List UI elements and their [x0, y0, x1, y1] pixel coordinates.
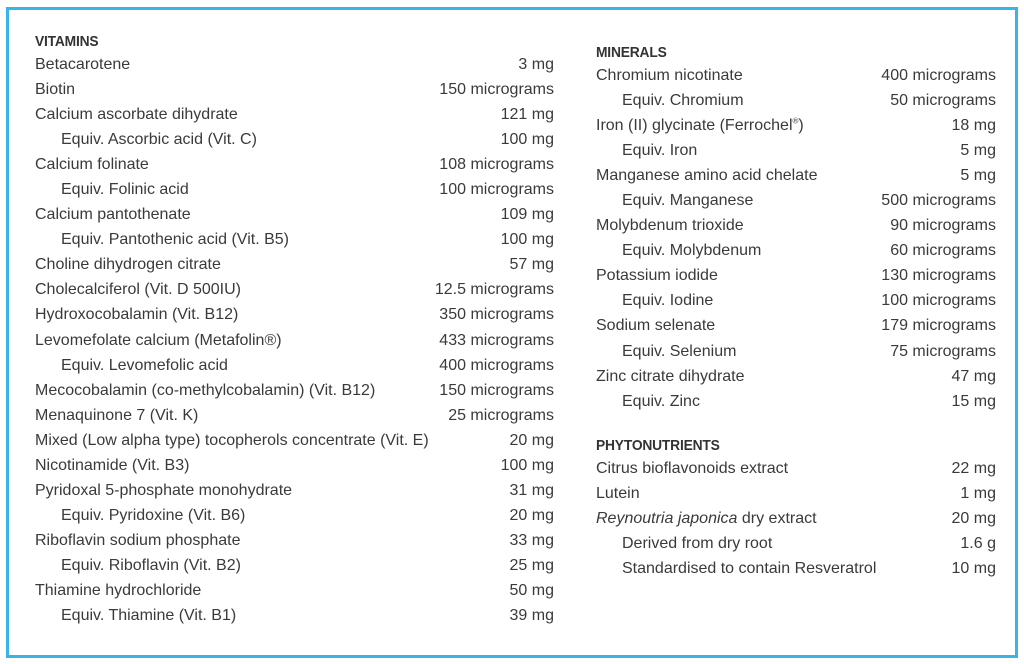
ingredient-name — [35, 177, 439, 202]
minerals-row — [596, 288, 996, 313]
ingredient-name — [35, 227, 501, 252]
vitamins-row — [35, 403, 554, 428]
ingredient-name-text: Cholecalciferol (Vit. D 500IU) — [35, 281, 242, 299]
vitamins-row — [35, 177, 554, 202]
ingredient-name-text: Derived from dry root — [622, 534, 773, 552]
ingredients-panel — [6, 7, 1018, 658]
ingredient-name-text: Equiv. Iodine — [622, 292, 714, 310]
phytonutrients-row — [596, 456, 996, 481]
phytonutrients-row — [596, 481, 996, 506]
ingredient-name-text: Equiv. Chromium — [622, 92, 744, 110]
ingredient-name-text: Equiv. Riboflavin (Vit. B2) — [61, 556, 241, 574]
minerals-row — [596, 163, 996, 188]
ingredient-name-text: Potassium iodide — [596, 267, 718, 285]
ingredient-name-text: Equiv. Pyridoxine (Vit. B6) — [61, 506, 246, 524]
ingredient-name-text: Mecocobalamin (co-methylcobalamin) (Vit. B12) — [35, 381, 376, 399]
ingredient-name-text: Calcium folinate — [35, 156, 149, 174]
ingredient-name — [596, 339, 890, 364]
ingredient-amount: 33 mg — [509, 531, 554, 549]
ingredient-name-text: Citrus bioflavonoids extract — [596, 459, 789, 477]
vitamins-row — [35, 52, 554, 77]
ingredient-name-text: Sodium selenate — [596, 317, 716, 335]
minerals-row — [596, 389, 996, 414]
ingredient-amount: 500 micrograms — [881, 192, 996, 210]
vitamins-row — [35, 353, 554, 378]
minerals-phyto-column — [596, 42, 996, 581]
ingredient-amount: 39 mg — [509, 607, 554, 625]
ingredient-name — [35, 252, 510, 277]
ingredient-amount: 150 micrograms — [439, 81, 554, 99]
ingredient-name-text: Equiv. Thiamine (Vit. B1) — [61, 607, 237, 625]
ingredient-amount: 130 micrograms — [881, 267, 996, 285]
minerals-row — [596, 138, 996, 163]
ingredient-amount: 150 micrograms — [439, 381, 554, 399]
ingredient-name-text: Chromium nicotinate — [596, 67, 743, 84]
ingredient-name-text: Biotin — [35, 81, 76, 99]
ingredient-name-text: Equiv. Manganese — [622, 192, 754, 210]
ingredient-name-text: Calcium pantothenate — [35, 206, 191, 224]
ingredient-amount: 22 mg — [951, 459, 996, 477]
ingredient-name-text: Lutein — [596, 484, 640, 502]
ingredient-name — [596, 163, 960, 188]
ingredient-name — [35, 52, 518, 77]
vitamins-row — [35, 428, 554, 453]
ingredient-name-text: Levomefolate calcium (Metafolin®) — [35, 331, 282, 349]
ingredient-amount: 75 micrograms — [890, 342, 996, 360]
ingredient-name — [35, 102, 501, 127]
ingredient-name — [35, 553, 510, 578]
ingredient-name-text: Riboflavin sodium phosphate — [35, 531, 241, 549]
vitamins-row — [35, 453, 554, 478]
ingredient-amount: 400 micrograms — [439, 356, 554, 374]
ingredient-amount: 108 micrograms — [439, 156, 554, 174]
ingredient-amount: 109 mg — [500, 206, 554, 224]
vitamins-row — [35, 102, 554, 127]
ingredient-amount: 12.5 micrograms — [434, 281, 554, 299]
minerals-row — [596, 263, 996, 288]
ingredient-name-text: Equiv. Pantothenic acid (Vit. B5) — [61, 231, 289, 249]
ingredient-name-text: Equiv. Molybdenum — [622, 242, 762, 260]
ingredient-name-text: Standardised to contain Resveratrol — [622, 559, 877, 577]
ingredient-amount: 31 mg — [509, 481, 554, 499]
ingredient-amount: 179 micrograms — [881, 317, 996, 335]
vitamins-row — [35, 378, 554, 403]
ingredient-name-text: Equiv. Folinic acid — [61, 181, 189, 199]
ingredient-name-text: Hydroxocobalamin (Vit. B12) — [35, 306, 239, 324]
ingredient-name — [35, 403, 448, 428]
ingredient-name — [35, 202, 501, 227]
ingredient-name — [35, 603, 510, 628]
ingredient-amount: 3 mg — [518, 56, 554, 73]
registered-mark: ® — [792, 116, 799, 126]
vitamins-heading: VITAMINS — [35, 33, 99, 50]
ingredient-amount: 50 micrograms — [890, 92, 996, 110]
vitamins-row — [35, 227, 554, 252]
ingredient-amount: 121 mg — [500, 106, 554, 124]
ingredient-amount: 90 micrograms — [890, 217, 996, 235]
ingredient-amount: 50 mg — [509, 581, 554, 599]
section-spacer — [596, 414, 996, 435]
vitamins-row — [35, 127, 554, 152]
minerals-row — [596, 113, 996, 138]
ingredient-name — [35, 77, 439, 102]
ingredient-name — [35, 528, 510, 553]
ingredient-name — [35, 503, 510, 528]
vitamins-row — [35, 202, 554, 227]
ingredient-amount: 1.6 g — [960, 534, 996, 552]
ingredient-name — [35, 152, 439, 177]
ingredient-amount: 47 mg — [951, 367, 996, 385]
ingredient-name — [596, 288, 881, 313]
ingredient-name-text: Zinc citrate dihydrate — [596, 367, 745, 385]
ingredient-name — [596, 364, 952, 389]
ingredient-name — [596, 88, 890, 113]
ingredient-amount: 1 mg — [960, 484, 996, 502]
phytonutrients-row — [596, 531, 996, 556]
ingredient-name-text: Molybdenum trioxide — [596, 217, 744, 235]
ingredient-name — [35, 453, 501, 478]
ingredient-name — [596, 313, 881, 338]
ingredient-amount: 20 mg — [509, 506, 554, 524]
minerals-row — [596, 63, 996, 88]
ingredient-amount: 5 mg — [960, 167, 996, 185]
ingredient-amount: 100 mg — [500, 231, 554, 249]
minerals-row — [596, 339, 996, 364]
vitamins-row — [35, 478, 554, 503]
ingredient-name — [596, 556, 952, 581]
ingredient-amount: 57 mg — [509, 256, 554, 274]
minerals-row — [596, 213, 996, 238]
ingredient-name-text: Reynoutria japonica — [596, 509, 738, 527]
vitamins-row — [35, 252, 554, 277]
ingredient-name — [596, 506, 952, 531]
ingredient-amount: 25 mg — [509, 556, 554, 574]
ingredient-name-text: Equiv. Selenium — [622, 342, 737, 360]
ingredient-name-text: Pyridoxal 5-phosphate monohydrate — [35, 481, 293, 499]
ingredient-name — [596, 456, 952, 481]
ingredient-amount: 60 micrograms — [890, 242, 996, 260]
ingredient-name — [596, 389, 952, 414]
ingredient-name — [596, 263, 881, 288]
ingredient-name-text: Equiv. Ascorbic acid (Vit. C) — [61, 131, 257, 149]
ingredient-name-text: Choline dihydrogen citrate — [35, 256, 221, 274]
ingredient-amount: 350 micrograms — [439, 306, 554, 324]
vitamins-row — [35, 302, 554, 327]
vitamins-row — [35, 528, 554, 553]
ingredient-amount: 10 mg — [951, 559, 996, 577]
ingredient-name-text: Manganese amino acid chelate — [596, 167, 818, 185]
ingredient-name — [35, 353, 439, 378]
ingredient-name-suffix: dry extract — [737, 509, 817, 527]
vitamins-row — [35, 328, 554, 353]
ingredient-name — [596, 63, 881, 88]
minerals-row — [596, 88, 996, 113]
ingredient-name-text: Thiamine hydrochloride — [35, 581, 202, 599]
ingredient-amount: 15 mg — [951, 392, 996, 410]
ingredient-name — [596, 531, 960, 556]
vitamins-list — [35, 52, 554, 628]
ingredient-name-suffix: ) — [798, 117, 804, 135]
ingredient-amount: 100 micrograms — [439, 181, 554, 199]
vitamins-row — [35, 553, 554, 578]
ingredient-amount: 100 mg — [500, 456, 554, 474]
ingredient-name — [596, 481, 960, 506]
vitamins-row — [35, 152, 554, 177]
ingredient-name-text: Equiv. Zinc — [622, 392, 700, 410]
ingredient-name — [35, 478, 510, 503]
ingredient-name-text: Equiv. Levomefolic acid — [61, 356, 228, 374]
phytonutrients-heading: PHYTONUTRIENTS — [596, 436, 720, 454]
ingredient-name-text: Iron (II) glycinate (Ferrochel — [596, 117, 793, 135]
ingredient-name-text: Menaquinone 7 (Vit. K) — [35, 406, 199, 424]
phytonutrients-row — [596, 556, 996, 581]
ingredient-name — [596, 188, 881, 213]
minerals-row — [596, 188, 996, 213]
ingredient-name — [596, 213, 890, 238]
minerals-list — [596, 63, 996, 414]
ingredient-amount: 18 mg — [951, 117, 996, 135]
phytonutrients-list — [596, 456, 996, 581]
ingredient-name-text: Nicotinamide (Vit. B3) — [35, 456, 190, 474]
minerals-row — [596, 238, 996, 263]
ingredient-name — [35, 428, 510, 453]
ingredient-name — [35, 302, 439, 327]
ingredient-amount: 20 mg — [951, 509, 996, 527]
ingredient-name — [35, 277, 435, 302]
ingredient-amount: 100 micrograms — [881, 292, 996, 310]
minerals-row — [596, 313, 996, 338]
vitamins-row — [35, 503, 554, 528]
ingredient-amount: 5 mg — [960, 142, 996, 160]
ingredient-amount: 433 micrograms — [439, 331, 554, 349]
ingredient-name-text: Calcium ascorbate dihydrate — [35, 106, 238, 124]
vitamins-column — [35, 31, 554, 628]
ingredient-name — [35, 578, 510, 603]
ingredient-name-text: Equiv. Iron — [622, 142, 698, 160]
ingredient-name — [596, 238, 890, 263]
ingredient-name — [596, 138, 960, 163]
ingredient-amount: 100 mg — [500, 131, 554, 149]
vitamins-row — [35, 578, 554, 603]
ingredient-name-text: Mixed (Low alpha type) tocopherols concentrate (Vit. E) — [35, 431, 429, 449]
minerals-heading: MINERALS — [596, 44, 667, 61]
ingredient-name-text: Betacarotene — [35, 56, 131, 73]
vitamins-row — [35, 277, 554, 302]
vitamins-row — [35, 77, 554, 102]
ingredient-name — [35, 328, 439, 353]
ingredient-name — [35, 378, 439, 403]
vitamins-row — [35, 603, 554, 628]
minerals-row — [596, 364, 996, 389]
ingredient-name — [596, 113, 952, 138]
ingredient-name — [35, 127, 501, 152]
ingredient-amount: 25 micrograms — [448, 406, 554, 424]
phytonutrients-row — [596, 506, 996, 531]
ingredient-amount: 20 mg — [509, 431, 554, 449]
ingredient-amount: 400 micrograms — [881, 67, 996, 84]
